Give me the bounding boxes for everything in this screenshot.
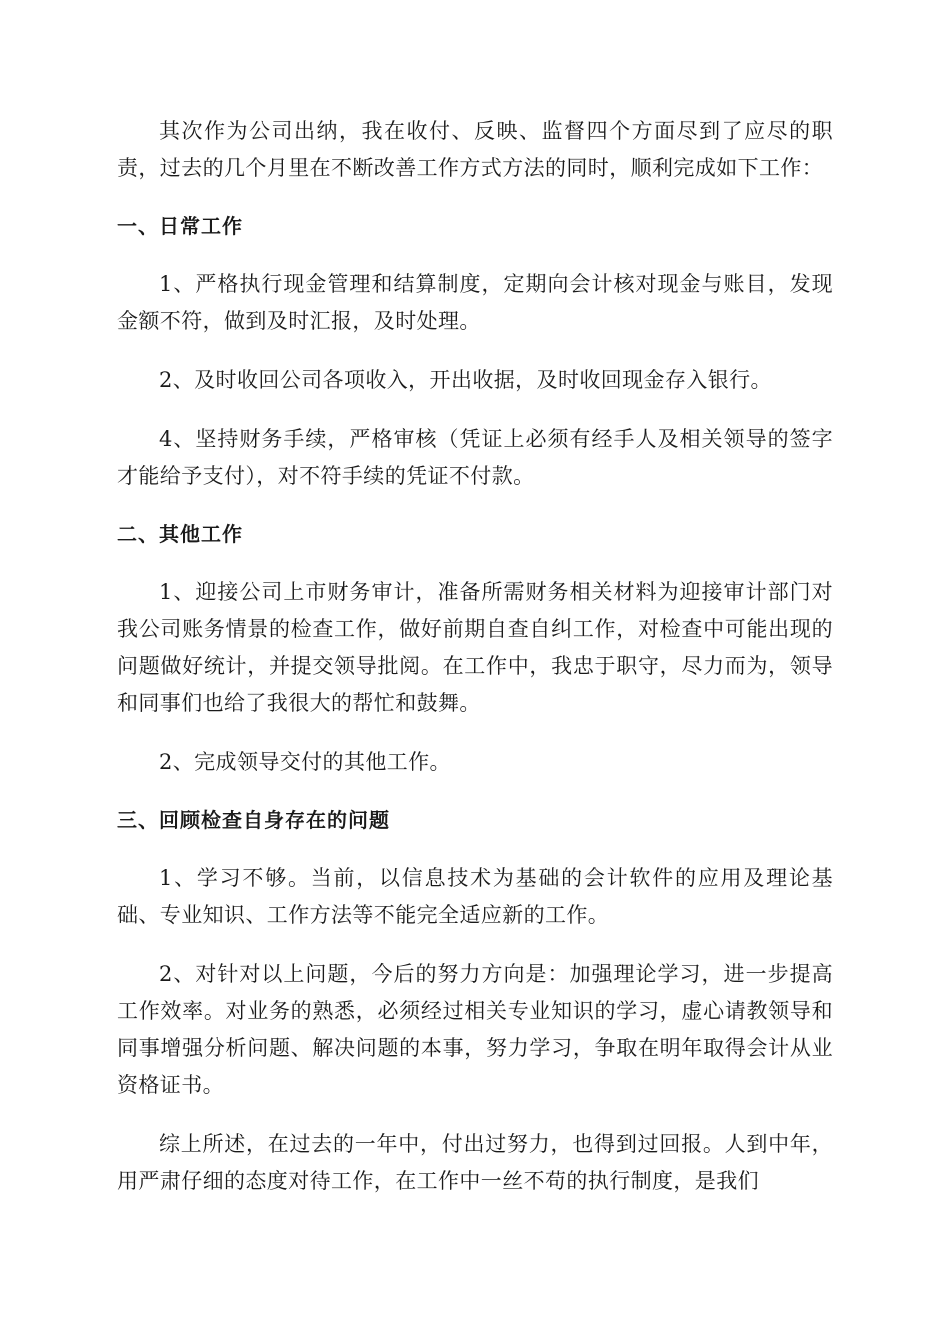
daily-work-item-1: 1、严格执行现金管理和结算制度，定期向会计核对现金与账目，发现金额不符，做到及时汇报，及时处理。 [117, 272, 833, 333]
document-page [117, 113, 833, 1222]
daily-work-item-4: 4、坚持财务手续，严格审核（凭证上必须有经手人及相关领导的签字才能给予支付），对不符手续的凭证不付款。 [117, 427, 833, 488]
intro-paragraph: 其次作为公司出纳，我在收付、反映、监督四个方面尽到了应尽的职责，过去的几个月里在不断改善工作方式方法的同时，顺利完成如下工作： [117, 119, 833, 180]
section-heading-self-review: 三、回顾检查自身存在的问题 [117, 808, 390, 832]
other-work-item-1: 1、迎接公司上市财务审计，准备所需财务相关材料为迎接审计部门对我公司账务情景的检查工作，做好前期自查自纠工作，对检查中可能出现的问题做好统计，并提交领导批阅。在工作中，我忠于职守，尽力而为，领导和同事们也给了我很大的帮忙和鼓舞。 [117, 580, 833, 715]
self-review-item-2: 2、对针对以上问题，今后的努力方向是：加强理论学习，进一步提高工作效率。对业务的熟悉，必须经过相关专业知识的学习，虚心请教领导和同事增强分析问题、解决问题的本事，努力学习，争取在明年取得会计从业资格证书。 [117, 962, 833, 1097]
section-heading-daily-work: 一、日常工作 [117, 214, 243, 238]
daily-work-item-2: 2、及时收回公司各项收入，开出收据，及时收回现金存入银行。 [159, 368, 772, 392]
conclusion-paragraph: 综上所述，在过去的一年中，付出过努力，也得到过回报。人到中年，用严肃仔细的态度对待工作，在工作中一丝不苟的执行制度，是我们 [117, 1132, 833, 1193]
self-review-item-1: 1、学习不够。当前，以信息技术为基础的会计软件的应用及理论基础、专业知识、工作方法等不能完全适应新的工作。 [117, 866, 833, 927]
section-heading-other-work: 二、其他工作 [117, 522, 243, 546]
other-work-item-2: 2、完成领导交付的其他工作。 [159, 750, 451, 774]
